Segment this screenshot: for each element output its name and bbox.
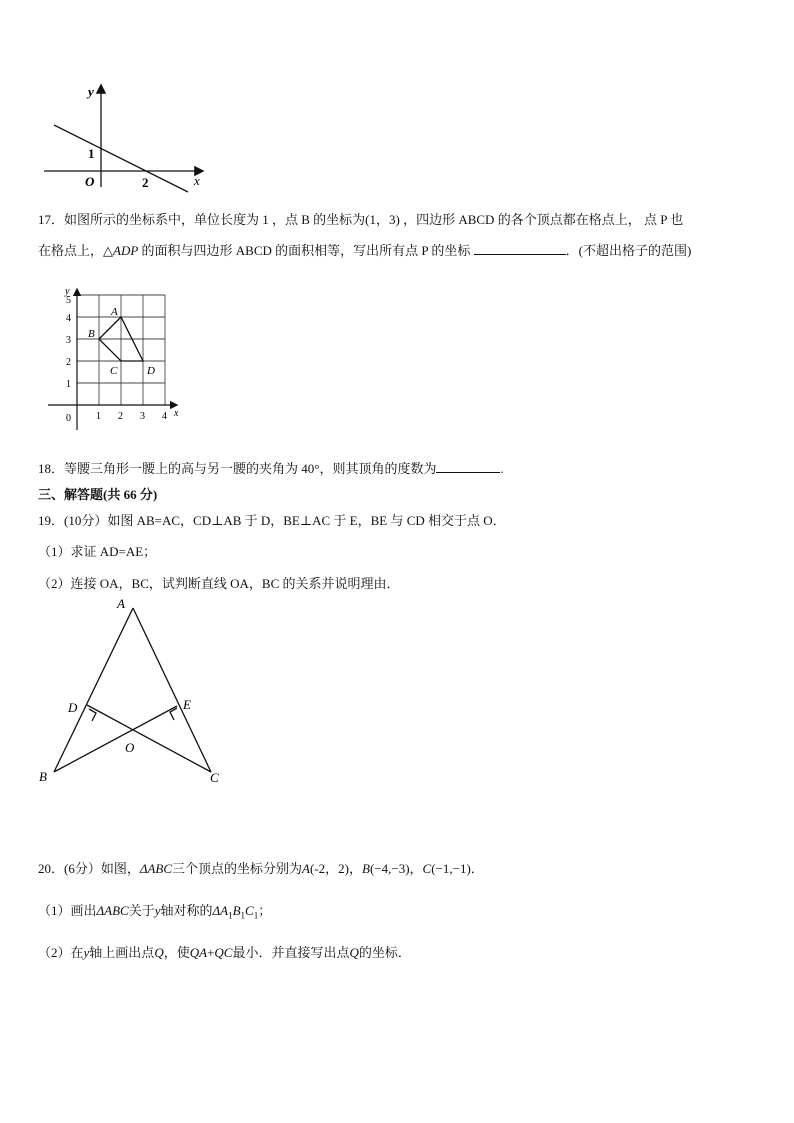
side-ac (133, 608, 211, 772)
q20-p1-a: （1）画出 (38, 903, 97, 918)
q20-part1 (38, 900, 271, 921)
label-c: C (210, 770, 219, 785)
q20-p2-k: 的坐标． (358, 945, 411, 960)
q20-p1-c1-sub: 1 (253, 910, 259, 921)
grid-x-tick-3: 3 (140, 411, 145, 422)
q19-line1: 19．(10分）如图 AB=AC，CD⊥AB 于 D，BE⊥AC 于 E，BE 与 CD 相交于点 O． (38, 513, 506, 528)
q17-text-adp: ADP (113, 243, 139, 258)
label-o: O (125, 740, 135, 755)
grid-x-label: x (174, 408, 179, 419)
q19-part2: （2）连接 OA，BC，试判断直线 OA，BC 的关系并说明理由． (38, 576, 400, 591)
q17-line1: 17．如图所示的坐标系中，单位长度为 1 ，点 B 的坐标为(1，3) ，四边形 ABCD 的各个顶点都在格点上， 点 P 也 (38, 212, 684, 227)
grid-x-tick-2: 2 (118, 411, 123, 422)
q20-p2-q2: Q (349, 945, 359, 960)
q20-coord-a: (-2，2)， (310, 861, 362, 876)
label-d: D (68, 700, 78, 715)
q19-part1: （1）求证 AD=AE； (38, 544, 157, 559)
segment-cd (87, 705, 211, 772)
q20-p2-plus: + (207, 945, 215, 960)
q20-p2-i: 最小．并直接写出点 (232, 945, 350, 960)
graph-line (54, 125, 188, 192)
grid-y-tick-5: 5 (66, 295, 71, 306)
grid-x-tick-1: 1 (96, 411, 101, 422)
label-a: A (117, 596, 125, 611)
grid-y-tick-4: 4 (66, 313, 71, 324)
q20-coord-b: (−4,−3) (369, 861, 410, 876)
q20-p1-e: 轴对称的 (160, 903, 213, 918)
q20-period: ． (470, 861, 484, 876)
q20-p2-qa: QA (189, 945, 208, 960)
point-c-label: C (110, 365, 118, 377)
q20-p1-end: ； (258, 903, 272, 918)
q17-text-d: ．(不超出格子的范围) (565, 243, 692, 258)
q20-p2-a: （2）在 (38, 945, 84, 960)
right-angle-d (89, 709, 96, 721)
q20-text-a: 20．(6分）如图， (38, 861, 140, 876)
x-axis-label: x (194, 173, 200, 188)
q20-line1 (38, 858, 484, 877)
q20-p2-qc: QC (214, 945, 233, 960)
line-graph-figure (38, 80, 218, 195)
q18-line (38, 458, 504, 477)
side-ab (54, 608, 133, 772)
q20-triangle-abc: ΔABC (139, 861, 173, 876)
q20-text-c: 三个顶点的坐标分别为 (172, 861, 303, 876)
grid-lines (77, 295, 165, 405)
segment-be (54, 706, 177, 772)
q20-p2-q: Q (154, 945, 164, 960)
grid-figure (48, 282, 188, 432)
q20-point-c: C (422, 861, 432, 876)
q20-p1-a1-sub: 1 (228, 910, 233, 921)
grid-y-label: y (65, 286, 70, 297)
grid-x-tick-0: 0 (66, 413, 71, 424)
x-intercept-label: 2 (142, 175, 149, 190)
q17-text-a: 在格点上，△ (38, 243, 113, 258)
q17-line2 (38, 240, 691, 259)
grid-y-tick-3: 3 (66, 335, 71, 346)
q20-point-a: A (302, 861, 310, 876)
q20-p1-b1-sub: 1 (240, 910, 246, 921)
grid-y-tick-2: 2 (66, 357, 71, 368)
q20-part2 (38, 942, 411, 961)
origin-label: O (85, 174, 95, 189)
point-d-label: D (147, 365, 155, 377)
q18-text: 18．等腰三角形一腰上的高与另一腰的夹角为 40°，则其顶角的度数为 (38, 461, 437, 476)
point-a-label: A (111, 306, 118, 318)
q20-p2-y: y (83, 945, 90, 960)
q20-coord-c: (−1,−1) (431, 861, 471, 876)
q18-end: . (500, 461, 504, 476)
q20-p1-c: 关于 (128, 903, 155, 918)
point-b-label: B (88, 328, 95, 340)
section-header: 三、解答题(共 66 分) (38, 487, 158, 502)
q20-p1-a1-main: ΔA (212, 903, 229, 918)
label-e: E (183, 697, 191, 712)
grid-x-tick-4: 4 (162, 411, 167, 422)
q20-p2-e: ，使 (163, 945, 190, 960)
grid-y-tick-1: 1 (66, 379, 71, 390)
q20-p1-y: y (154, 903, 161, 918)
q20-comma: ， (409, 861, 423, 876)
q20-p2-c: 轴上画出点 (89, 945, 155, 960)
q17-answer-blank[interactable] (474, 242, 566, 255)
q20-point-b: B (362, 861, 370, 876)
q20-p1-b1-main: B (232, 903, 241, 918)
y-axis-label: y (88, 84, 94, 99)
q20-p1-c1-main: C (245, 903, 254, 918)
q17-text-c: 的面积与四边形 ABCD 的面积相等，写出所有点 P 的坐标 (138, 243, 474, 258)
q20-p1-triangle: ΔABC (96, 903, 129, 918)
triangle-figure (34, 594, 234, 790)
label-b: B (39, 769, 47, 784)
q18-answer-blank[interactable] (436, 460, 500, 473)
y-intercept-label: 1 (88, 146, 95, 161)
